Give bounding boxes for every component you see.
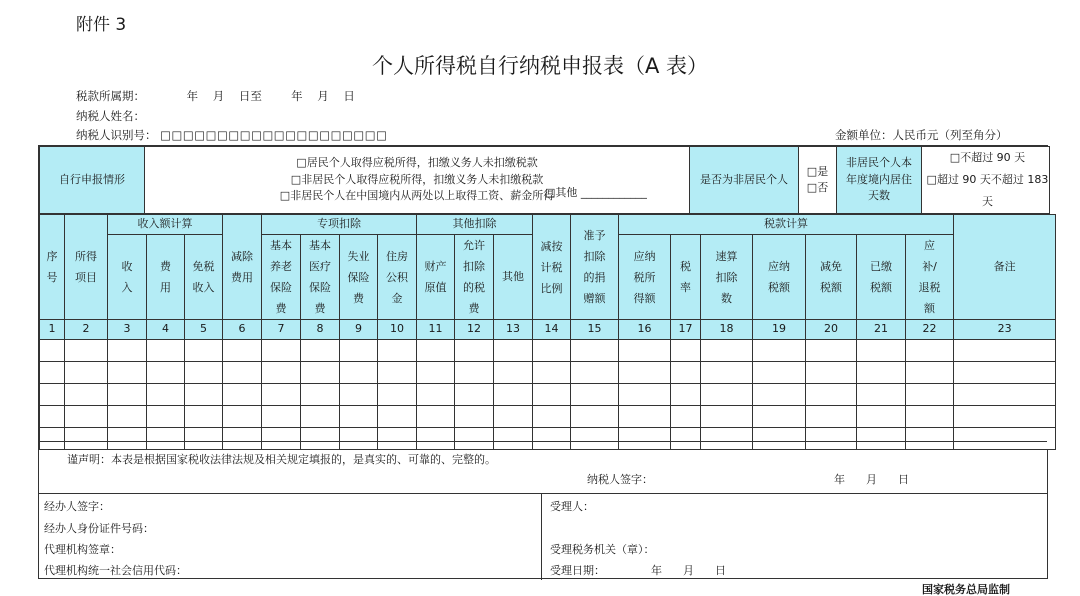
table-cell[interactable] [701,406,753,428]
table-cell[interactable] [806,384,857,406]
table-cell[interactable] [223,340,262,362]
receive-date-label: 受理日期： [550,564,605,577]
table-cell[interactable] [753,406,806,428]
col-paid: 已缴税额 [857,235,906,320]
table-cell[interactable] [494,384,533,406]
option-nonresident-unwithheld[interactable]: □非居民个人取得应税所得，扣缴义务人未扣缴税款 [290,172,544,186]
col-number: 5 [185,320,223,340]
table-cell[interactable] [671,362,701,384]
col-payable: 应纳税额 [753,235,806,320]
table-cell[interactable] [417,362,455,384]
group-other-deduction: 其他扣除 [417,215,533,235]
col-number: 3 [108,320,147,340]
attachment-label: 附件 3 [76,15,127,35]
col-donation: 准予扣除的捐赠额 [571,215,619,320]
tax-office-label[interactable]: 受理税务机关（章）： [550,543,655,556]
data-rows [40,340,1056,450]
processing-section [39,493,1047,580]
table-cell[interactable] [494,340,533,362]
table-cell[interactable] [185,340,223,362]
nonresident-yes-checkbox[interactable]: □是 [806,164,829,178]
table-cell[interactable] [262,340,301,362]
col-number: 18 [701,320,753,340]
table-cell[interactable] [147,340,185,362]
table-cell[interactable] [671,406,701,428]
table-cell[interactable] [455,362,494,384]
table-cell[interactable] [417,384,455,406]
col-number: 17 [671,320,701,340]
table-row [40,384,1056,406]
tax-period-label: 税款所属期： [76,89,145,103]
table-cell[interactable] [954,362,1056,384]
table-cell[interactable] [40,406,65,428]
group-tax-calc: 税款计算 [619,215,954,235]
table-cell[interactable] [806,406,857,428]
agency-seal-label[interactable]: 代理机构签章： [44,543,121,556]
table-cell[interactable] [378,362,417,384]
receive-date-field[interactable]: 年 月 日 [651,564,726,577]
taxpayer-name-label: 纳税人姓名： [76,109,145,123]
table-cell[interactable] [533,340,571,362]
table-cell[interactable] [806,340,857,362]
supervisor-label: 国家税务总局监制 [922,583,1010,596]
table-cell[interactable] [262,406,301,428]
taxpayer-id-boxes[interactable]: □□□□□□□□□□□□□□□□□□□□ [160,128,388,142]
table-cell[interactable] [65,406,108,428]
form-title: 个人所得税自行纳税申报表（A 表） [371,54,709,78]
table-row [40,362,1056,384]
table-cell[interactable] [494,362,533,384]
table-cell[interactable] [533,362,571,384]
col-unemployment: 失业保险费 [340,235,378,320]
table-cell[interactable] [753,384,806,406]
table-cell[interactable] [301,362,340,384]
table-cell[interactable] [857,384,906,406]
declaration-statement: 谨声明：本表是根据国家税收法律法规及相关规定填报的，是真实的、可靠的、完整的。 [67,453,496,466]
col-taxable: 应纳税所得额 [619,235,671,320]
agency-credit-code-label[interactable]: 代理机构统一社会信用代码： [44,564,187,577]
table-cell[interactable] [40,362,65,384]
table-cell[interactable] [108,384,147,406]
col-reduce-expense: 减除费用 [223,215,262,320]
table-cell[interactable] [533,406,571,428]
table-cell[interactable] [619,340,671,362]
residence-days-question: 非居民个人本年度境内居住天数 [837,147,922,214]
col-number: 7 [262,320,301,340]
col-number: 1 [40,320,65,340]
table-cell[interactable] [619,384,671,406]
table-cell[interactable] [701,340,753,362]
days-90-183-checkbox[interactable]: □超过 90 天不超过 183 天 [926,173,1049,208]
option-nonresident-multiple-wages[interactable]: □非居民个人在中国境内从两处以上取得工资、薪金所得 [279,189,555,203]
col-remark: 备注 [954,215,1056,320]
table-cell[interactable] [108,362,147,384]
col-number: 23 [954,320,1056,340]
tax-calc-table [39,214,1056,450]
table-cell[interactable] [857,406,906,428]
table-cell[interactable] [378,340,417,362]
col-number: 9 [340,320,378,340]
col-number: 21 [857,320,906,340]
table-cell[interactable] [223,384,262,406]
col-number: 11 [417,320,455,340]
table-cell[interactable] [571,340,619,362]
table-cell[interactable] [571,406,619,428]
table-cell[interactable] [533,384,571,406]
table-cell[interactable] [223,362,262,384]
section-divider [541,494,542,580]
table-cell[interactable] [378,384,417,406]
taxpayer-signature-date[interactable]: 年 月 日 [834,473,909,486]
table-cell[interactable] [455,406,494,428]
table-cell[interactable] [571,362,619,384]
option-resident-unwithheld[interactable]: □居民个人取得应税所得，扣缴义务人未扣缴税款 [296,156,538,170]
col-rate: 税率 [671,235,701,320]
col-number: 10 [378,320,417,340]
table-cell[interactable] [753,362,806,384]
col-reduce-ratio: 减按计税比例 [533,215,571,320]
agent-id-label[interactable]: 经办人身份证件号码： [44,522,154,535]
nonresident-no-checkbox[interactable]: □否 [806,181,829,194]
table-cell[interactable] [455,384,494,406]
table-cell[interactable] [147,406,185,428]
table-cell[interactable] [906,384,954,406]
table-cell[interactable] [701,362,753,384]
table-cell[interactable] [857,340,906,362]
table-cell[interactable] [671,384,701,406]
table-cell[interactable] [301,384,340,406]
table-cell[interactable] [906,406,954,428]
group-income: 收入额计算 [108,215,223,235]
declaration-section [39,441,1047,493]
col-quick-deduction: 速算扣除数 [701,235,753,320]
taxpayer-signature-label[interactable]: 纳税人签字： [587,473,653,486]
table-cell[interactable] [108,406,147,428]
col-other: 其他 [494,235,533,320]
col-number: 16 [619,320,671,340]
residence-days-answer [922,147,1050,214]
col-item: 所得项目 [65,215,108,320]
table-cell[interactable] [65,362,108,384]
amount-unit-label: 金额单位：人民币元（列至角分） [835,128,1008,142]
nonresident-question: 是否为非居民个人 [690,147,799,214]
table-cell[interactable] [65,384,108,406]
col-number: 20 [806,320,857,340]
col-tax-free: 免税收入 [185,235,223,320]
agent-signature-label[interactable]: 经办人签字： [44,500,110,513]
table-row [40,340,1056,362]
table-cell[interactable] [301,406,340,428]
taxpayer-name-row [76,108,145,124]
column-number-row [40,320,1056,340]
table-cell[interactable] [954,384,1056,406]
table-cell[interactable] [223,406,262,428]
days-under-90-checkbox[interactable]: □不超过 90 天 [949,151,1026,164]
col-number: 13 [494,320,533,340]
table-cell[interactable] [340,340,378,362]
table-row [40,406,1056,428]
table-cell[interactable] [494,406,533,428]
col-number: 22 [906,320,954,340]
table-cell[interactable] [671,340,701,362]
table-cell[interactable] [262,384,301,406]
col-number: 4 [147,320,185,340]
table-cell[interactable] [108,340,147,362]
self-report-options [145,147,690,214]
table-cell[interactable] [619,406,671,428]
col-income: 收入 [108,235,147,320]
group-special-deduction: 专项扣除 [262,215,417,235]
table-cell[interactable] [40,340,65,362]
table-cell[interactable] [340,362,378,384]
col-number: 14 [533,320,571,340]
col-number: 12 [455,320,494,340]
table-cell[interactable] [417,406,455,428]
declaration-form [38,145,1048,579]
tax-period-row [76,88,355,104]
table-cell[interactable] [147,362,185,384]
col-number: 15 [571,320,619,340]
table-cell[interactable] [701,384,753,406]
col-number: 19 [753,320,806,340]
table-cell[interactable] [185,384,223,406]
table-cell[interactable] [753,340,806,362]
table-cell[interactable] [340,406,378,428]
col-allowed-tax: 允许扣除的税费 [455,235,494,320]
table-cell[interactable] [806,362,857,384]
receiver-label[interactable]: 受理人： [550,500,594,513]
col-number: 2 [65,320,108,340]
table-cell[interactable] [954,406,1056,428]
table-cell[interactable] [185,406,223,428]
table-cell[interactable] [455,340,494,362]
col-property: 财产原值 [417,235,455,320]
table-cell[interactable] [619,362,671,384]
col-number: 6 [223,320,262,340]
col-seq: 序号 [40,215,65,320]
option-other[interactable]: □其他 ____________ [545,186,647,199]
table-cell[interactable] [301,340,340,362]
col-exempt: 减免税额 [806,235,857,320]
col-number: 8 [301,320,340,340]
tax-period-field[interactable]: 年 月 日至 年 月 日 [186,89,355,103]
table-cell[interactable] [857,362,906,384]
table-cell[interactable] [906,362,954,384]
self-report-table [39,146,1050,214]
col-housing: 住房公积金 [378,235,417,320]
table-cell[interactable] [954,340,1056,362]
table-cell[interactable] [906,340,954,362]
table-cell[interactable] [65,340,108,362]
col-expense: 费用 [147,235,185,320]
col-refund: 应补/退税额 [906,235,954,320]
table-cell[interactable] [147,384,185,406]
table-cell[interactable] [417,340,455,362]
nonresident-answer [799,147,837,214]
table-cell[interactable] [571,384,619,406]
self-report-label: 自行申报情形 [40,147,145,214]
table-cell[interactable] [340,384,378,406]
taxpayer-id-label: 纳税人识别号： [76,128,157,142]
col-medical: 基本医疗保险费 [301,235,340,320]
taxpayer-id-row [76,127,387,143]
col-pension: 基本养老保险费 [262,235,301,320]
table-cell[interactable] [185,362,223,384]
table-cell[interactable] [262,362,301,384]
table-cell[interactable] [40,384,65,406]
table-cell[interactable] [378,406,417,428]
